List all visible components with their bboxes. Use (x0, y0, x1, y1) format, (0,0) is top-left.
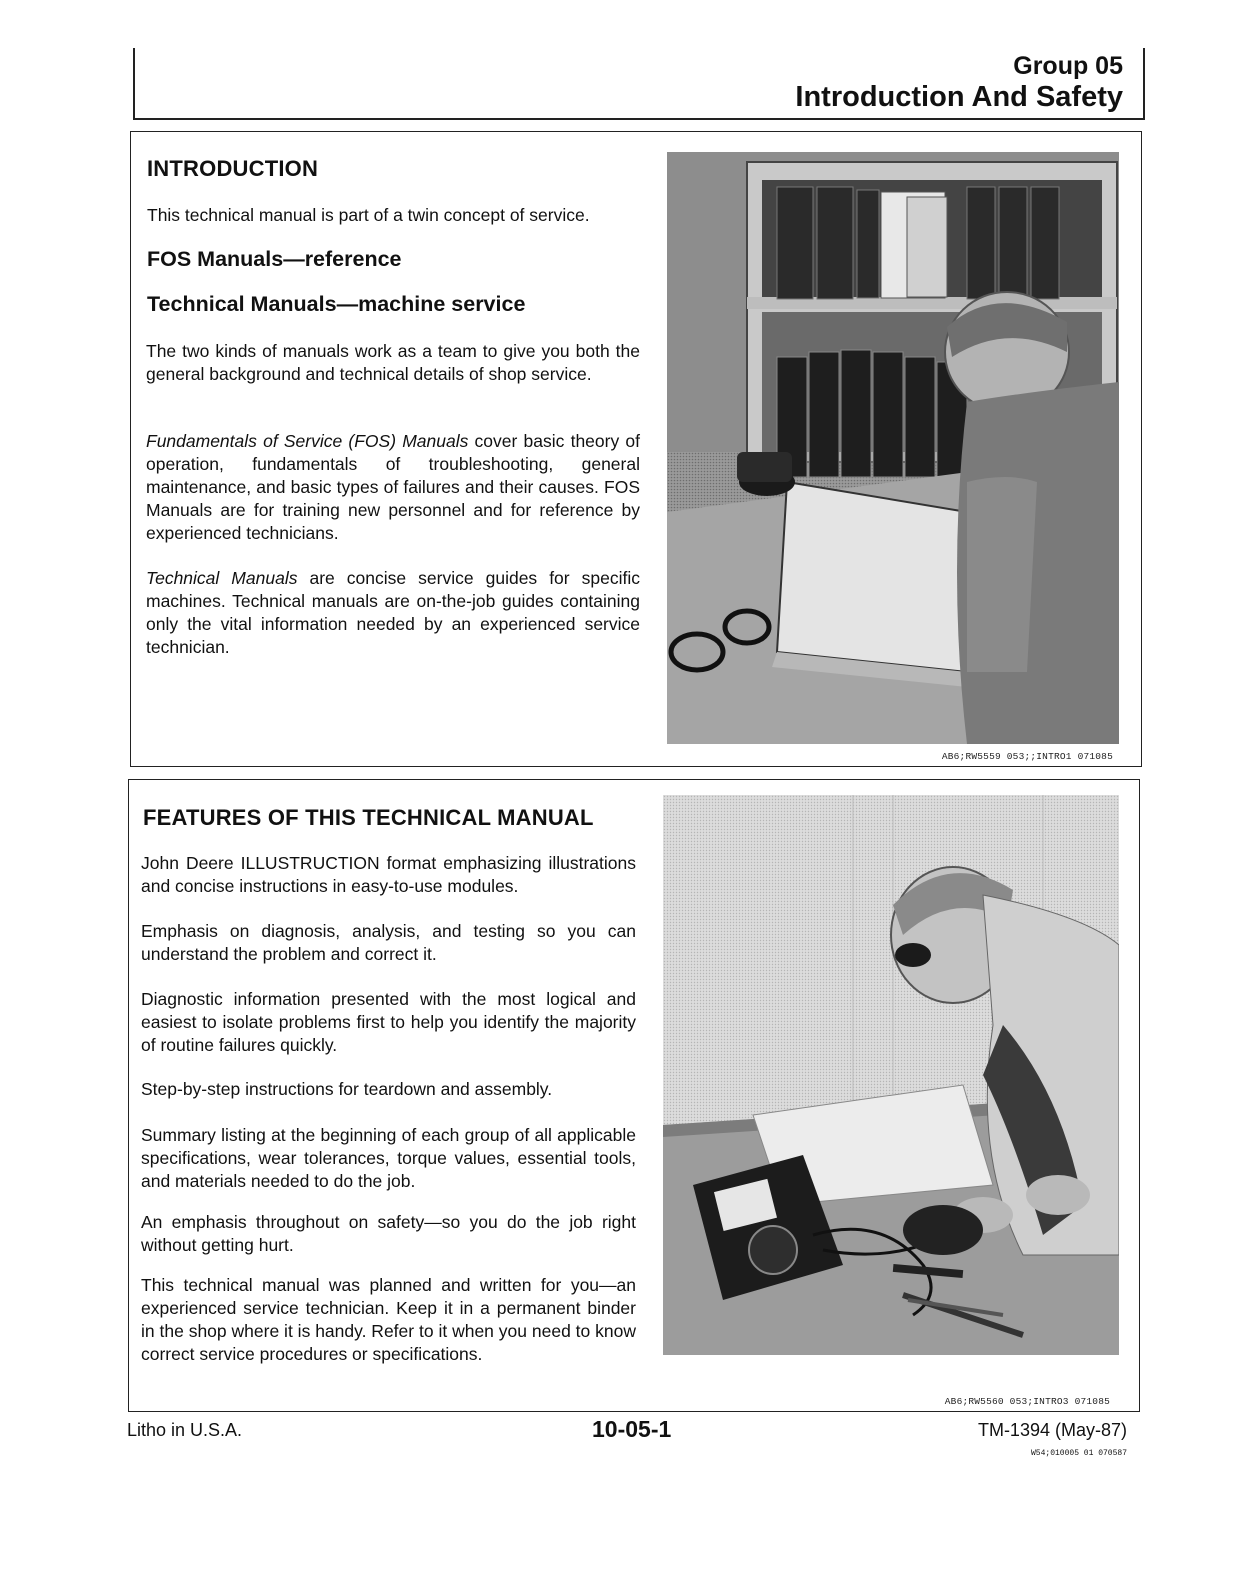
group-label: Group 05 (1013, 52, 1123, 80)
feature-item: Summary listing at the beginning of each group of all applicable specifications, wear tolerances, torque values, essential tools, and materials needed to do the job. (141, 1125, 636, 1191)
footer-litho: Litho in U.S.A. (127, 1420, 243, 1440)
photo-2-code: AB6;RW5560 053;INTRO3 071085 (944, 1396, 1110, 1407)
para-tm-rest: are concise service guides for specific machines. Technical manuals are on-the-job guides containing only the vital information needed by an experienced service technician. (146, 568, 640, 657)
group-title: Introduction And Safety (795, 81, 1123, 113)
para-fos-italic: Fundamentals of Service (FOS) Manuals (146, 431, 469, 451)
technician-reading-photo (667, 152, 1119, 744)
para-tm (146, 567, 640, 659)
feature-item: Step-by-step instructions for teardown and assembly. (141, 1079, 553, 1099)
feature-item: Diagnostic information presented with the most logical and easiest to isolate problems first to help you identify the majority of routine failures quickly. (141, 989, 636, 1055)
technician-multimeter-illustration (663, 795, 1119, 1355)
feature-item: Emphasis on diagnosis, analysis, and testing so you can understand the problem and correct it. (141, 921, 636, 964)
feature-item: John Deere ILLUSTRUCTION format emphasizing illustrations and concise instructions in easy-to-use modules. (141, 853, 636, 896)
features-heading: FEATURES OF THIS TECHNICAL MANUAL (143, 805, 594, 830)
feature-item: An emphasis throughout on safety—so you do the job right without getting hurt. (141, 1212, 636, 1255)
para-fos (146, 430, 640, 545)
intro-line: This technical manual is part of a twin concept of service. (147, 205, 590, 225)
introduction-heading: INTRODUCTION (147, 156, 319, 181)
para-fos-rest: cover basic theory of operation, fundamentals of troubleshooting, general maintenance, and basic types of failures and their causes. FOS Manuals are for training new personnel and for reference by experienced technicians. (146, 431, 640, 543)
footer-code: W54;010005 01 070587 (1030, 1449, 1127, 1458)
feature-item: This technical manual was planned and written for you—an experienced service technician. Keep it in a permanent binder in the shop where it is handy. Refer to it when you need to know correct service procedures or specifications. (141, 1275, 636, 1364)
para-tm-italic: Technical Manuals (146, 568, 298, 588)
technician-reading-illustration (667, 152, 1119, 744)
manual-id: TM-1394 (May-87) (977, 1420, 1127, 1440)
page-number: 10-05-1 (592, 1416, 672, 1442)
footer-rule (128, 1411, 1140, 1412)
subhead-fos: FOS Manuals—reference (147, 247, 402, 271)
subhead-tm: Technical Manuals—machine service (147, 292, 526, 316)
technician-multimeter-photo (663, 795, 1119, 1355)
photo-1-code: AB6;RW5559 053;;INTRO1 071085 (941, 751, 1113, 762)
para-team: The two kinds of manuals work as a team to give you both the general background and technical details of shop service. (146, 341, 640, 384)
